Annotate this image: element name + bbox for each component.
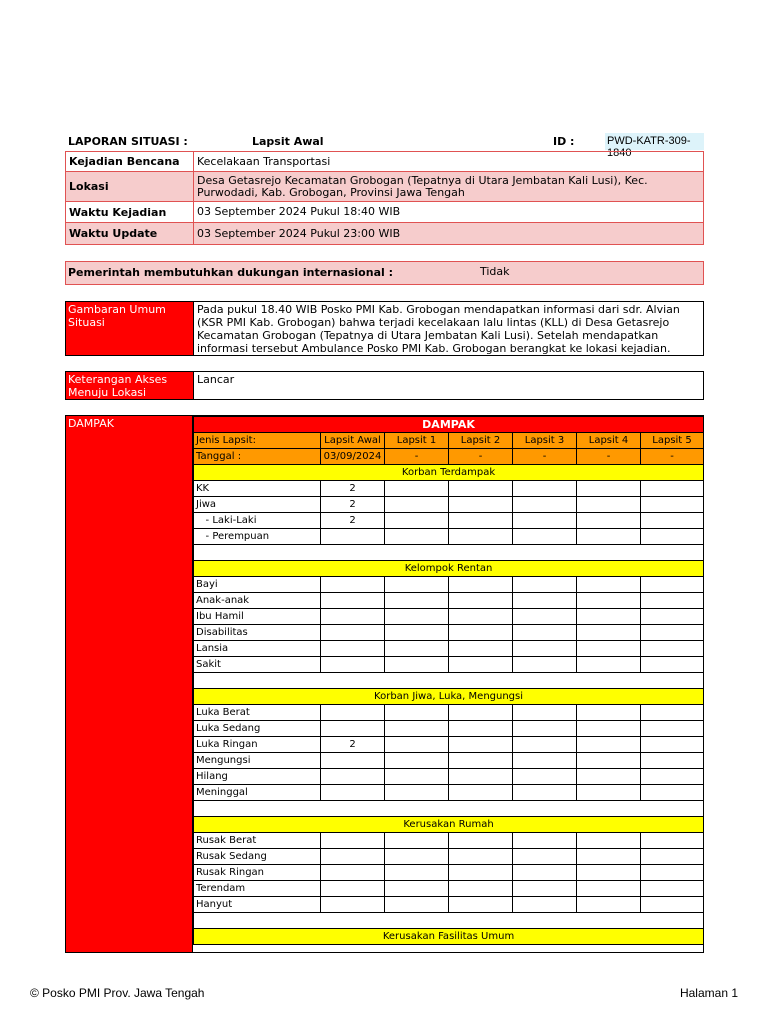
section-header-row <box>194 689 704 705</box>
waktu-update-value: 03 September 2024 Pukul 23:00 WIB <box>197 226 401 240</box>
row-value-cell <box>641 513 704 529</box>
row-value-cell <box>513 705 577 721</box>
table-row <box>194 657 704 673</box>
akses-value: Lancar <box>197 373 235 386</box>
row-value-cell <box>385 833 449 849</box>
gambaran-label: Gambaran Umum Situasi <box>66 302 194 355</box>
row-label: Luka Berat <box>194 705 321 721</box>
row-value-cell <box>385 753 449 769</box>
row-value-cell <box>513 849 577 865</box>
row-label: Terendam <box>194 881 321 897</box>
row-value-cell <box>449 769 513 785</box>
row-label: Hanyut <box>194 897 321 913</box>
section-header-row <box>194 929 704 945</box>
tanggal-cell: - <box>641 449 704 465</box>
row-value-cell <box>641 497 704 513</box>
row-value-cell <box>385 529 449 545</box>
report-id-label: ID : <box>553 135 575 148</box>
table-row <box>194 625 704 641</box>
section-title: Korban Jiwa, Luka, Mengungsi <box>194 689 704 705</box>
row-label: Jiwa <box>194 497 321 513</box>
row-value-cell <box>321 657 385 673</box>
table-row <box>194 769 704 785</box>
row-value-cell <box>385 625 449 641</box>
row-value-cell <box>513 577 577 593</box>
row-value-cell <box>385 641 449 657</box>
dampak-side-label: DAMPAK <box>66 416 193 952</box>
row-value-cell <box>577 769 641 785</box>
table-row <box>194 897 704 913</box>
section-header-row <box>194 465 704 481</box>
spacer-row <box>194 801 704 817</box>
row-value-cell <box>385 609 449 625</box>
table-row <box>194 721 704 737</box>
row-value-cell <box>321 721 385 737</box>
spacer-cell <box>194 545 704 561</box>
row-value-cell <box>321 641 385 657</box>
row-value-cell <box>577 657 641 673</box>
row-value-cell <box>321 609 385 625</box>
row-value-cell <box>321 705 385 721</box>
row-waktu-kejadian <box>65 201 704 223</box>
row-value-cell <box>449 881 513 897</box>
row-label: Luka Sedang <box>194 721 321 737</box>
row-value-cell <box>641 865 704 881</box>
row-value-cell <box>385 721 449 737</box>
row-value-cell <box>385 865 449 881</box>
row-value-cell <box>321 625 385 641</box>
tanggal-row <box>194 449 704 465</box>
row-label: Ibu Hamil <box>194 609 321 625</box>
row-value-cell <box>449 785 513 801</box>
row-label: KK <box>194 481 321 497</box>
column-header: Lapsit 1 <box>385 433 449 449</box>
table-row <box>194 785 704 801</box>
row-value-cell <box>321 769 385 785</box>
row-value-cell <box>385 785 449 801</box>
row-value-cell <box>641 593 704 609</box>
row-label: Luka Ringan <box>194 737 321 753</box>
row-value-cell <box>321 593 385 609</box>
row-value-cell <box>385 769 449 785</box>
row-value-cell <box>449 705 513 721</box>
row-value-cell <box>577 865 641 881</box>
row-value-cell <box>321 881 385 897</box>
tanggal-label: Tanggal : <box>194 449 321 465</box>
dampak-title: DAMPAK <box>194 417 704 433</box>
report-header <box>65 133 704 159</box>
row-value-cell <box>513 625 577 641</box>
row-kejadian <box>65 151 704 172</box>
row-value-cell <box>641 849 704 865</box>
gambaran-umum-block <box>65 301 704 356</box>
row-value-cell <box>385 737 449 753</box>
row-value-cell <box>577 881 641 897</box>
row-value-cell <box>641 833 704 849</box>
spacer-cell <box>194 913 704 929</box>
row-value-cell <box>321 753 385 769</box>
row-value-cell <box>641 897 704 913</box>
row-value-cell <box>577 577 641 593</box>
row-value-cell: 2 <box>321 737 385 753</box>
row-value-cell <box>577 897 641 913</box>
column-header: Lapsit 2 <box>449 433 513 449</box>
column-header: Lapsit Awal <box>321 433 385 449</box>
kejadian-value: Kecelakaan Transportasi <box>197 154 331 168</box>
row-label: Disabilitas <box>194 625 321 641</box>
tanggal-cell: - <box>577 449 641 465</box>
table-row <box>194 641 704 657</box>
row-value-cell <box>513 833 577 849</box>
row-value-cell <box>385 497 449 513</box>
row-label: Sakit <box>194 657 321 673</box>
table-row <box>194 497 704 513</box>
row-value-cell <box>577 785 641 801</box>
row-value-cell <box>449 657 513 673</box>
table-row <box>194 577 704 593</box>
row-value-cell <box>513 609 577 625</box>
row-value-cell <box>513 785 577 801</box>
row-value-cell <box>513 737 577 753</box>
row-value-cell <box>449 481 513 497</box>
row-value-cell <box>449 753 513 769</box>
row-value-cell <box>577 849 641 865</box>
row-label: Lansia <box>194 641 321 657</box>
row-value-cell <box>641 737 704 753</box>
row-label: Rusak Sedang <box>194 849 321 865</box>
row-value-cell <box>385 849 449 865</box>
footer-copyright: © Posko PMI Prov. Jawa Tengah <box>30 986 205 1000</box>
international-support-question: Pemerintah membutuhkan dukungan internasional : <box>68 266 393 279</box>
row-value-cell <box>641 481 704 497</box>
row-value-cell: 2 <box>321 497 385 513</box>
row-value-cell <box>449 737 513 753</box>
section-title: Kelompok Rentan <box>194 561 704 577</box>
row-label: Meninggal <box>194 785 321 801</box>
row-value-cell: 2 <box>321 481 385 497</box>
row-value-cell <box>641 577 704 593</box>
row-value-cell <box>449 721 513 737</box>
section-title: Kerusakan Fasilitas Umum <box>194 929 704 945</box>
row-label: Bayi <box>194 577 321 593</box>
row-value-cell <box>577 737 641 753</box>
footer-page-number: Halaman 1 <box>679 986 738 1000</box>
row-value-cell <box>321 577 385 593</box>
row-value-cell <box>577 705 641 721</box>
row-value-cell <box>513 881 577 897</box>
section-header-row <box>194 561 704 577</box>
table-row <box>194 865 704 881</box>
row-value-cell <box>449 641 513 657</box>
row-value-cell <box>449 529 513 545</box>
row-value-cell <box>641 785 704 801</box>
tanggal-cell: - <box>385 449 449 465</box>
report-type: Lapsit Awal <box>252 135 324 148</box>
row-value-cell <box>385 657 449 673</box>
row-value-cell <box>577 529 641 545</box>
row-value-cell <box>641 753 704 769</box>
row-value-cell <box>513 529 577 545</box>
row-label: - Laki-Laki <box>194 513 321 529</box>
row-label: Anak-anak <box>194 593 321 609</box>
tanggal-cell: 03/09/2024 <box>321 449 385 465</box>
column-header: Lapsit 3 <box>513 433 577 449</box>
row-value-cell: 2 <box>321 513 385 529</box>
table-row <box>194 609 704 625</box>
row-value-cell <box>513 513 577 529</box>
section-title: Kerusakan Rumah <box>194 817 704 833</box>
row-value-cell <box>321 897 385 913</box>
row-value-cell <box>641 641 704 657</box>
row-value-cell <box>513 897 577 913</box>
row-label: Rusak Ringan <box>194 865 321 881</box>
row-value-cell <box>641 657 704 673</box>
table-row <box>194 705 704 721</box>
row-value-cell <box>385 577 449 593</box>
tanggal-cell: - <box>449 449 513 465</box>
row-value-cell <box>449 833 513 849</box>
gambaran-text: Pada pukul 18.40 WIB Posko PMI Kab. Grobogan mendapatkan informasi dari sdr. Alvian (KSR PMI Kab. Grobogan) bahwa terjadi kecelakaan lalu lintas (KLL) di Desa Getasrejo Kecamatan Grobogan (Tepatnya di Utara Jembatan Kali Lusi). Setelah mendapatkan informasi tersebut Ambulance Posko PMI Kab. Grobogan berangkat ke lokasi kejadian. <box>197 303 680 355</box>
jenis-lapsit-label: Jenis Lapsit: <box>194 433 321 449</box>
jenis-lapsit-row <box>194 433 704 449</box>
row-value-cell <box>577 625 641 641</box>
dampak-title-row <box>194 417 704 433</box>
report-label: LAPORAN SITUASI : <box>68 135 188 148</box>
waktu-kejadian-label: Waktu Kejadian <box>66 202 194 222</box>
row-value-cell <box>641 769 704 785</box>
row-value-cell <box>513 657 577 673</box>
table-row <box>194 529 704 545</box>
row-value-cell <box>513 481 577 497</box>
row-value-cell <box>513 641 577 657</box>
row-lokasi <box>65 171 704 202</box>
row-value-cell <box>641 705 704 721</box>
section-title: Korban Terdampak <box>194 465 704 481</box>
row-value-cell <box>513 753 577 769</box>
row-value-cell <box>385 481 449 497</box>
row-value-cell <box>449 849 513 865</box>
row-value-cell <box>577 753 641 769</box>
row-value-cell <box>577 481 641 497</box>
row-value-cell <box>513 497 577 513</box>
section-header-row <box>194 817 704 833</box>
international-support-row <box>65 261 704 285</box>
lokasi-value: Desa Getasrejo Kecamatan Grobogan (Tepatnya di Utara Jembatan Kali Lusi), Kec. Purwodadi, Kab. Grobogan, Provinsi Jawa Tengah <box>197 173 648 199</box>
row-value-cell <box>577 609 641 625</box>
row-value-cell <box>449 513 513 529</box>
column-header: Lapsit 5 <box>641 433 704 449</box>
table-row <box>194 737 704 753</box>
row-value-cell <box>513 769 577 785</box>
row-value-cell <box>321 849 385 865</box>
row-value-cell <box>577 513 641 529</box>
row-value-cell <box>449 497 513 513</box>
international-support-answer: Tidak <box>480 265 510 278</box>
row-label: - Perempuan <box>194 529 321 545</box>
row-value-cell <box>577 641 641 657</box>
table-row <box>194 753 704 769</box>
row-value-cell <box>449 609 513 625</box>
row-value-cell <box>641 609 704 625</box>
table-row <box>194 849 704 865</box>
spacer-row <box>194 673 704 689</box>
row-value-cell <box>449 865 513 881</box>
dampak-section <box>65 415 704 953</box>
spacer-row <box>194 913 704 929</box>
row-value-cell <box>513 593 577 609</box>
akses-block <box>65 371 704 400</box>
table-row <box>194 881 704 897</box>
report-id-value: PWD-KATR-309-1840 <box>605 133 704 150</box>
spacer-cell <box>194 801 704 817</box>
row-value-cell <box>385 705 449 721</box>
table-row <box>194 593 704 609</box>
row-value-cell <box>321 865 385 881</box>
row-value-cell <box>577 497 641 513</box>
row-value-cell <box>513 865 577 881</box>
row-value-cell <box>385 897 449 913</box>
row-value-cell <box>577 593 641 609</box>
table-row <box>194 513 704 529</box>
row-value-cell <box>385 513 449 529</box>
row-value-cell <box>449 577 513 593</box>
row-value-cell <box>385 881 449 897</box>
spacer-cell <box>194 673 704 689</box>
spacer-row <box>194 545 704 561</box>
row-value-cell <box>641 625 704 641</box>
row-value-cell <box>321 785 385 801</box>
akses-label: Keterangan Akses Menuju Lokasi <box>66 372 194 399</box>
row-label: Rusak Berat <box>194 833 321 849</box>
row-value-cell <box>577 721 641 737</box>
row-value-cell <box>321 529 385 545</box>
row-value-cell <box>449 593 513 609</box>
row-label: Hilang <box>194 769 321 785</box>
table-row <box>194 481 704 497</box>
waktu-update-label: Waktu Update <box>66 223 194 244</box>
tanggal-cell: - <box>513 449 577 465</box>
row-value-cell <box>449 625 513 641</box>
row-value-cell <box>385 593 449 609</box>
lokasi-label: Lokasi <box>66 172 194 201</box>
dampak-table <box>193 416 704 945</box>
waktu-kejadian-value: 03 September 2024 Pukul 18:40 WIB <box>197 205 401 218</box>
row-waktu-update <box>65 222 704 245</box>
kejadian-label: Kejadian Bencana <box>66 152 194 171</box>
row-value-cell <box>321 833 385 849</box>
column-header: Lapsit 4 <box>577 433 641 449</box>
row-value-cell <box>577 833 641 849</box>
row-value-cell <box>641 529 704 545</box>
row-value-cell <box>641 881 704 897</box>
row-value-cell <box>449 897 513 913</box>
row-value-cell <box>513 721 577 737</box>
row-label: Mengungsi <box>194 753 321 769</box>
table-row <box>194 833 704 849</box>
row-value-cell <box>641 721 704 737</box>
